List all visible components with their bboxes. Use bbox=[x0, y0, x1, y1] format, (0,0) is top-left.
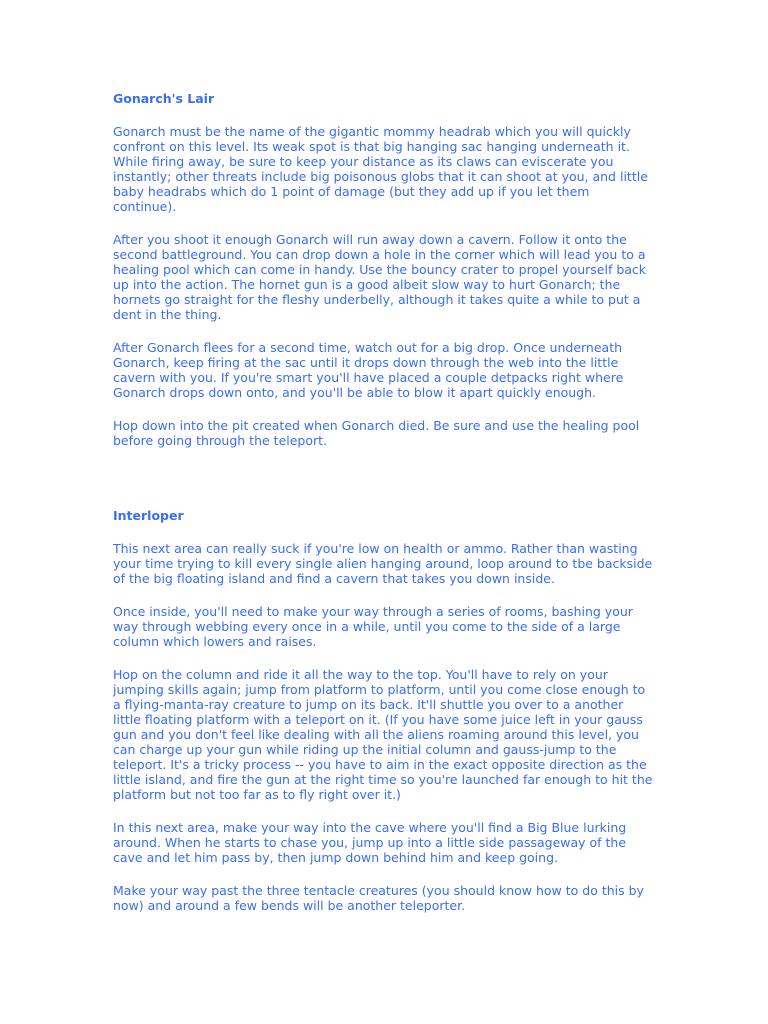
paragraph: After you shoot it enough Gonarch will run away down a cavern. Follow it onto the second battleground. You can drop down a hole in the corner which will lead you to a healing pool which can come in handy. Use the bouncy crater to propel yourself back up into the action. The hornet gun is a good albeit slow way to hurt Gonarch; the hornets go straight for the fleshy underbelly, although it takes quite a while to put a dent in the thing. bbox=[113, 232, 647, 322]
paragraph: This next area can really suck if you're low on health or ammo. Rather than wasting your time trying to kill every single alien hanging around, loop around to tbe backside of the big floating island and find a cavern that takes you down inside. bbox=[113, 541, 653, 586]
section-interloper bbox=[113, 508, 673, 913]
paragraph: Hop on the column and ride it all the way to the top. You'll have to rely on your jumping skills again; jump from platform to platform, until you come close enough to a flying-manta-ray creature to jump on its back. It'll shuttle you over to a another little floating platform with a teleport on it. (If you have some juice left in your gauss gun and you don't feel like dealing with all the aliens roaming around this level, you can charge up your gun while riding up the initial column and gauss-jump to the teleport. It's a tricky process -- you have to aim in the exact opposite direction as the little island, and fire the gun at the right time so you're launched far enough to hit the platform but not too far as to fly right over it.) bbox=[113, 667, 653, 802]
paragraph: Gonarch must be the name of the gigantic mommy headrab which you will quickly confront on this level. Its weak spot is that big hanging sac hanging underneath it. While firing away, be sure to keep your distance as its claws can eviscerate you instantly; other threats include big poisonous globs that it can shoot at you, and little baby headrabs which do 1 point of damage (but they add up if you let them continue). bbox=[113, 124, 648, 214]
paragraph: Hop down into the pit created when Gonarch died. Be sure and use the healing pool before going through the teleport. bbox=[113, 418, 640, 448]
section-gonarchs-lair bbox=[113, 91, 673, 448]
paragraph: Make your way past the three tentacle creatures (you should know how to do this by now) and around a few bends will be another teleporter. bbox=[113, 883, 644, 913]
section-spacer bbox=[113, 466, 673, 508]
section-heading: Interloper bbox=[113, 508, 184, 523]
paragraph: After Gonarch flees for a second time, watch out for a big drop. Once underneath Gonarch, keep firing at the sac until it drops down through the web into the little cavern with you. If you're smart you'll have placed a couple detpacks right where Gonarch drops down onto, and you'll be able to blow it apart quickly enough. bbox=[113, 340, 624, 400]
document-page bbox=[113, 91, 673, 931]
section-heading: Gonarch's Lair bbox=[113, 91, 215, 106]
paragraph: Once inside, you'll need to make your way through a series of rooms, bashing your way through webbing every once in a while, until you come to the side of a large column which lowers and raises. bbox=[113, 604, 633, 649]
paragraph: In this next area, make your way into the cave where you'll find a Big Blue lurking around. When he starts to chase you, jump up into a little side passageway of the cave and let him pass by, then jump down behind him and keep going. bbox=[113, 820, 627, 865]
